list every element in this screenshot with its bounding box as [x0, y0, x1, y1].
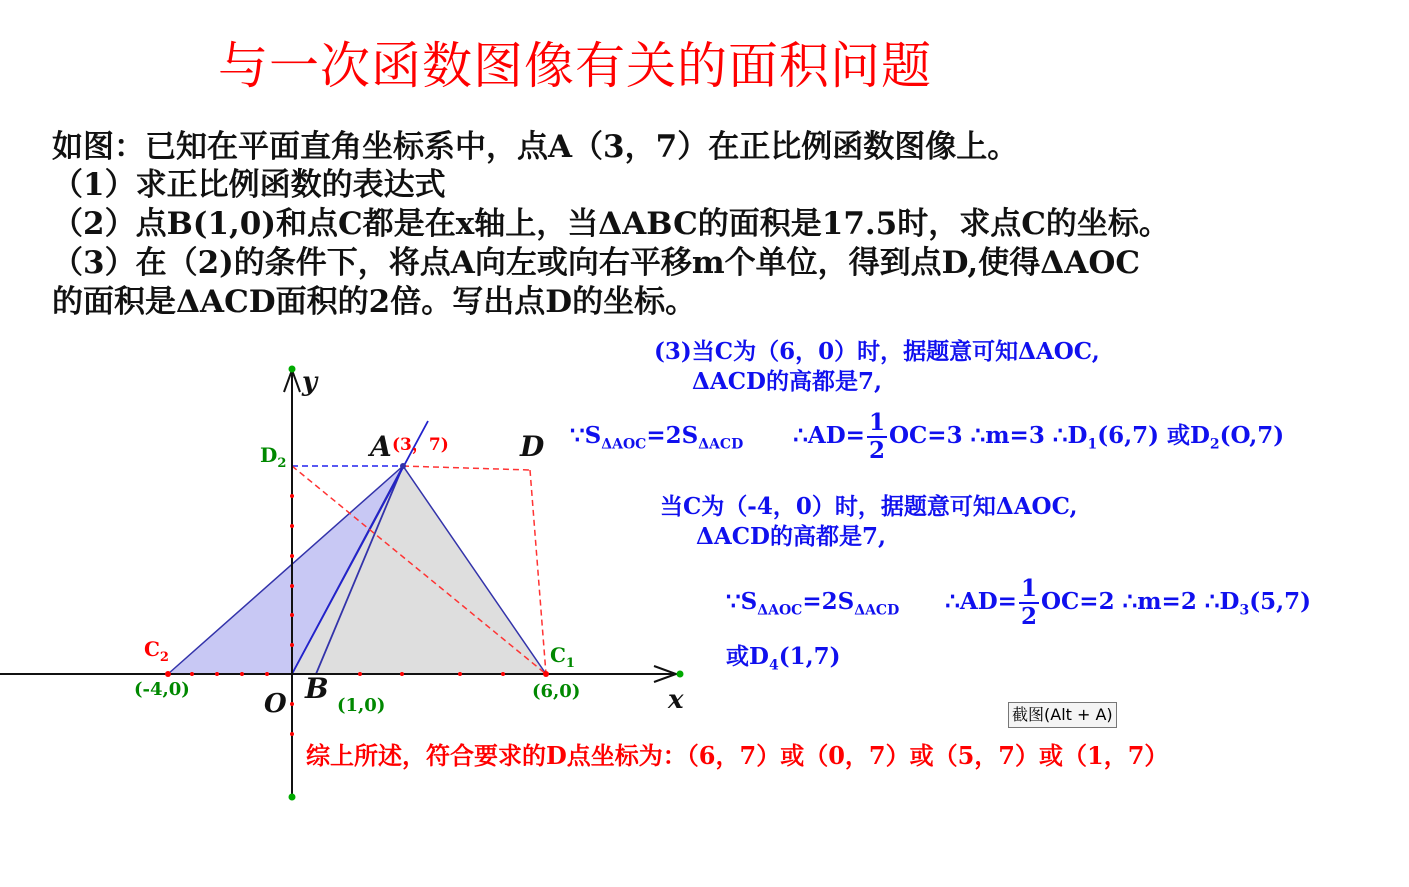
- case2-or-d4: 或$D_4(1,7)$: [726, 643, 841, 674]
- case1-height: ΔACD的高都是7,: [692, 368, 882, 395]
- point-a-marker: [400, 463, 406, 469]
- problem-statement: 如图：已知在平面直角坐标系中，点A（3，7）在正比例函数图像上。: [52, 129, 1019, 165]
- x-axis-end-point: [677, 671, 684, 678]
- point-a-label: A: [370, 430, 392, 463]
- point-c2-coord: (-4,0): [134, 679, 190, 700]
- case1-fraction: $\frac{1}{2}$: [868, 409, 885, 464]
- problem-part-3-cont: 的面积是ΔACD面积的2倍。写出点D的坐标。: [52, 284, 697, 320]
- case1-equation: $\because S_{\Delta AOC}=2S_{\Delta ACD}$ ∴AD= $\frac{1}{2}$ OC=3 ∴m=3 $\therefore D_1(6,7)$ 或$D_2(O,7)$: [570, 409, 1285, 464]
- origin-label: O: [264, 689, 287, 719]
- y-axis-bottom-point: [289, 794, 296, 801]
- problem-part-2: （2）点B(1,0)和点C都是在x轴上，当ΔABC的面积是17.5时，求点C的坐标。: [52, 206, 1170, 242]
- case2-heading: 当C为（-4，0）时，据题意可知ΔAOC,: [660, 493, 1078, 520]
- y-axis-top-point: [289, 366, 296, 373]
- point-b-coord: (1,0): [337, 695, 386, 716]
- case2-equation: $\because S_{\Delta AOC}=2S_{\Delta ACD}$ ∴AD= $\frac{1}{2}$ OC=2 ∴m=2 $\therefore D_3(5,7)$: [726, 575, 1311, 630]
- y-axis-label: y: [302, 367, 318, 397]
- case1-heading: (3)当C为（6，0）时，据题意可知ΔAOC,: [654, 338, 1100, 365]
- point-d2-label: $D_2$: [260, 443, 287, 471]
- point-a-coord: (3，7): [392, 435, 449, 455]
- point-c1-label: $C_1$: [550, 643, 575, 671]
- summary: 综上所述，符合要求的D点坐标为：（6，7）或（0，7）或（5，7）或（1，7）: [306, 741, 1169, 770]
- page-title: 与一次函数图像有关的面积问题: [218, 37, 932, 95]
- case2-fraction: $\frac{1}{2}$: [1020, 575, 1037, 630]
- point-c2-marker: [165, 671, 171, 677]
- point-b-label: B: [305, 672, 329, 705]
- point-c1-coord: (6,0): [532, 681, 581, 702]
- problem-part-3: （3）在（2)的条件下，将点A向左或向右平移m个单位，得到点D,使得ΔAOC: [52, 245, 1141, 281]
- x-axis-label: x: [668, 685, 684, 715]
- screenshot-tooltip: 截图(Alt + A): [1008, 702, 1117, 728]
- point-c1-marker: [543, 671, 549, 677]
- dashed-a-d: [403, 466, 530, 470]
- case2-height: ΔACD的高都是7,: [696, 523, 886, 550]
- dashed-d-c1: [530, 470, 546, 674]
- point-d-label: D: [520, 430, 545, 463]
- point-c2-label: $C_2$: [144, 637, 169, 665]
- problem-part-1: （1）求正比例函数的表达式: [52, 167, 446, 203]
